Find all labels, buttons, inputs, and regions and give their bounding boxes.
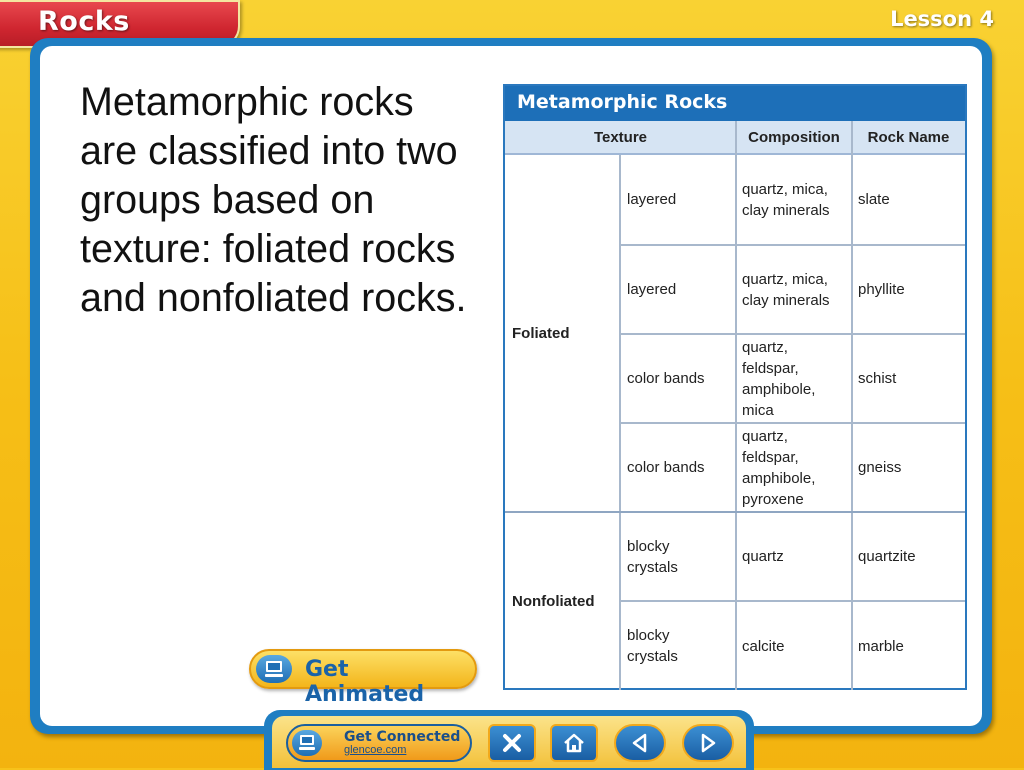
cell-rock-name: slate	[858, 191, 890, 208]
get-animated-button[interactable]	[249, 649, 477, 707]
grid-line	[851, 121, 853, 690]
previous-button[interactable]	[614, 724, 666, 762]
cell-rock-name: gneiss	[858, 459, 902, 476]
cell-rock-name: schist	[858, 370, 897, 387]
cell-composition: quartz, mica, clay minerals	[742, 270, 830, 309]
slide-title: Rocks	[38, 6, 130, 37]
lesson-label: Lesson 4	[890, 7, 994, 31]
cell-composition: quartz, feldspar, amphibole, mica	[742, 338, 816, 419]
close-icon	[501, 732, 523, 754]
home-button[interactable]	[550, 724, 598, 762]
get-connected-label: Get Connected	[344, 729, 461, 745]
cell-rock-name: quartzite	[858, 548, 916, 565]
get-connected-button[interactable]	[286, 724, 472, 762]
cell-composition: quartz, feldspar, amphibole, pyroxene	[742, 427, 816, 508]
cell-composition: quartz, mica, clay minerals	[742, 180, 830, 219]
cell-texture: blocky crystals	[627, 627, 678, 665]
cell-composition: calcite	[742, 637, 785, 655]
cell-texture: color bands	[627, 459, 705, 476]
metamorphic-rocks-table	[503, 84, 967, 690]
group-nonfoliated: Nonfoliated	[512, 593, 595, 610]
get-animated-label: Get Animated	[305, 657, 425, 707]
grid-line	[735, 121, 737, 690]
computer-icon	[292, 730, 322, 756]
home-icon	[562, 731, 586, 755]
computer-icon	[256, 655, 292, 683]
next-button[interactable]	[682, 724, 734, 762]
glencoe-link[interactable]: glencoe.com	[344, 744, 407, 756]
group-foliated: Foliated	[512, 324, 570, 342]
cell-rock-name: phyllite	[858, 281, 905, 298]
cell-rock-name: marble	[858, 637, 904, 655]
next-arrow-icon	[696, 731, 720, 755]
cell-texture: layered	[627, 281, 677, 298]
previous-arrow-icon	[628, 731, 652, 755]
body-text: Metamorphic rocks are classified into two groups based on texture: foliated rocks and nonfoliated rocks.	[80, 80, 467, 320]
column-header-texture: Texture	[505, 121, 736, 155]
cell-composition: quartz	[742, 548, 784, 565]
cell-texture: color bands	[627, 370, 705, 387]
cell-texture: blocky crystals	[627, 537, 678, 576]
table-header	[505, 86, 965, 121]
close-button[interactable]	[488, 724, 536, 762]
cell-texture: layered	[627, 191, 677, 208]
column-header-composition: Composition	[736, 121, 852, 155]
table-title: Metamorphic Rocks	[517, 91, 728, 113]
column-header-rock-name: Rock Name	[852, 121, 965, 155]
